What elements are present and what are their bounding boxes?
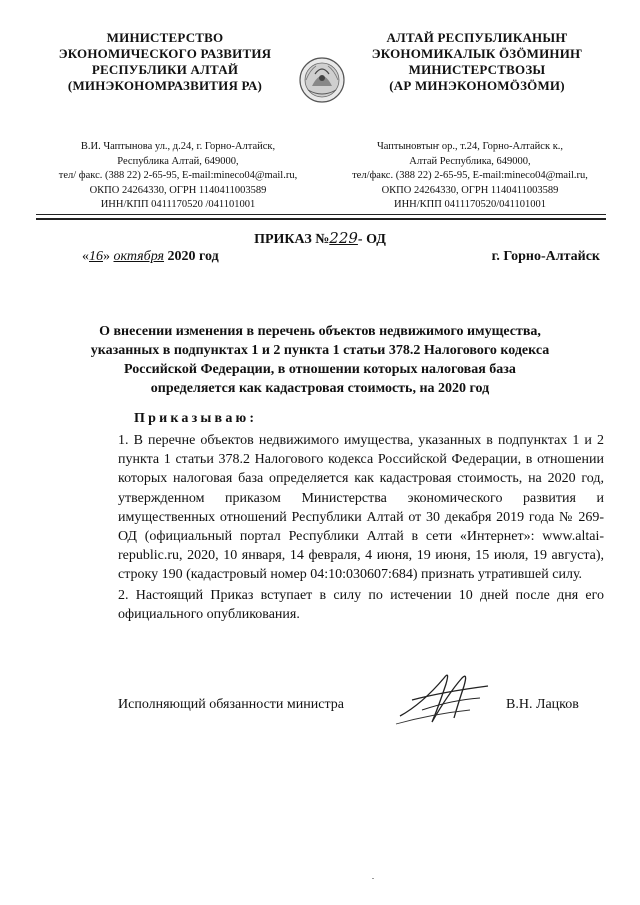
contact-line: ИНН/КПП 0411170520 /041101001 bbox=[100, 199, 256, 210]
coat-of-arms-emblem-icon bbox=[298, 56, 346, 104]
order-city: г. Горно-Алтайск bbox=[491, 249, 600, 264]
subject-line: определяется как кадастровая стоимость, на 2020 год bbox=[150, 381, 490, 396]
order-title bbox=[0, 229, 640, 248]
ministry-name-altai bbox=[352, 30, 602, 94]
order-suffix: - ОД bbox=[357, 232, 386, 247]
contact-line: тел/факс. (388 22) 2-65-95, E-mail:mineco04@mail.ru, bbox=[352, 170, 588, 181]
contact-line: ИНН/КПП 0411170520/041101001 bbox=[394, 199, 546, 210]
contact-line: ОКПО 24264330, ОГРН 1140411003589 bbox=[381, 184, 559, 196]
paragraph-1 bbox=[94, 431, 604, 585]
paragraph-1-text: 1. В перечне объектов недвижимого имущества, указанных в подпунктах 1 и 2 пункта 1 статьи 378.2 Налогового кодекса Российской Федерации, в отношении которых налоговая база определяется как кадастровая стоимость, на 2020 год, утвержденном приказом Министерства экономического развития и имущественных отношений Республики Алтай от 30 декабря 2019 года № 269-ОД (официальный портал Республики Алтай в сети «Интернет»: www.altai-republic.ru, 2020, 10 января, 14 февраля, 4 июня, 19 июня, 15 июля, 19 августа), строку 190 (кадастровый номер 04:10:030607:684) признать утратившей силу. bbox=[118, 433, 604, 583]
order-directive: Приказываю: bbox=[134, 411, 258, 426]
header-divider-thick bbox=[36, 218, 606, 220]
header-left-line: (МИНЭКОНОМРАЗВИТИЯ РА) bbox=[67, 78, 263, 93]
contact-line: Чаптыновтыҥ ор., т.24, Горно-Алтайск к., bbox=[376, 141, 564, 152]
contact-line: В.И. Чаптынова ул., д.24, г. Горно-Алтайск, bbox=[80, 141, 276, 152]
header-right-line: ЭКОНОМИКАЛЫК ӦЗӦМИНИҤ bbox=[371, 46, 583, 61]
header-left-line: ЭКОНОМИЧЕСКОГО РАЗВИТИЯ bbox=[58, 46, 272, 61]
order-number: 229 bbox=[329, 229, 358, 247]
header-right-line: МИНИСТЕРСТВОЗЫ bbox=[408, 62, 546, 77]
contact-line: Алтай Республика, 649000, bbox=[409, 155, 531, 167]
date-day: 16 bbox=[89, 249, 103, 264]
subject-line: указанных в подпунктах 1 и 2 пункта 1 статьи 378.2 Налогового кодекса bbox=[90, 343, 550, 358]
date-month: октября bbox=[113, 249, 165, 264]
contact-line: ОКПО 24264330, ОГРН 1140411003589 bbox=[89, 184, 267, 196]
ministry-name-russian bbox=[40, 30, 290, 94]
paragraph-2-text: 2. Настоящий Приказ вступает в силу по истечении 10 дней после дня его официального опубликования. bbox=[118, 588, 604, 623]
header-right-line: (АР МИНЭКОНОМӦЗӦМИ) bbox=[389, 78, 565, 93]
header-right-line: АЛТАЙ РЕСПУБЛИКАНЫҤ bbox=[386, 30, 568, 45]
header-left-line: РЕСПУБЛИКИ АЛТАЙ bbox=[91, 62, 239, 77]
header-left-line: МИНИСТЕРСТВО bbox=[106, 30, 224, 45]
date-quote-open: « bbox=[82, 249, 89, 264]
date-year: 2020 год bbox=[167, 249, 219, 264]
order-date bbox=[82, 249, 219, 265]
order-subject bbox=[40, 322, 600, 398]
contacts-russian bbox=[38, 140, 318, 213]
contacts-altai bbox=[330, 140, 610, 213]
signatory-name: В.Н. Лацков bbox=[506, 697, 579, 712]
handwritten-signature-icon bbox=[392, 664, 502, 730]
header-divider-thin bbox=[36, 214, 606, 215]
paragraph-2 bbox=[94, 586, 604, 624]
signatory-title: Исполняющий обязанности министра bbox=[118, 697, 344, 712]
scan-speck bbox=[372, 878, 374, 879]
order-label: ПРИКАЗ № bbox=[254, 232, 330, 247]
date-quote-close: » bbox=[103, 249, 110, 264]
subject-line: Российской Федерации, в отношении которых налоговая база bbox=[124, 362, 516, 377]
contact-line: Республика Алтай, 649000, bbox=[117, 155, 239, 167]
contact-line: тел/ факс. (388 22) 2-65-95, E-mail:mineco04@mail.ru, bbox=[58, 170, 298, 181]
subject-line: О внесении изменения в перечень объектов недвижимого имущества, bbox=[99, 324, 541, 339]
